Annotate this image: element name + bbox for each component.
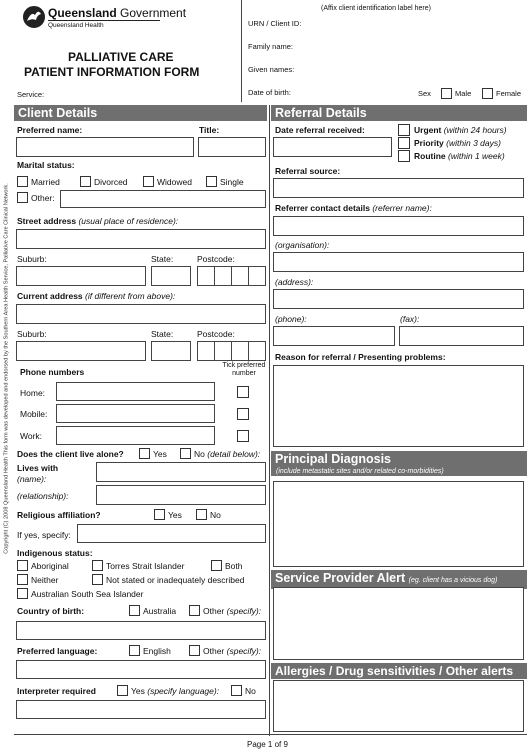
routine-checkbox[interactable] [398,150,410,162]
assi-label: Australian South Sea Islander [31,589,144,599]
single-checkbox[interactable] [206,176,217,187]
not-stated-checkbox[interactable] [92,574,103,585]
single-label: Single [220,177,244,187]
date-received-field[interactable] [273,137,392,157]
religious-label: Religious affiliation? [17,510,101,520]
referral-details-heading: Referral Details [271,105,527,121]
religious-no-checkbox[interactable] [196,509,207,520]
work-phone-field[interactable] [56,426,215,445]
home-preferred-checkbox[interactable] [237,386,249,398]
family-name-label: Family name: [248,42,294,51]
widowed-checkbox[interactable] [143,176,154,187]
address-label: (address): [275,277,314,287]
diagnosis-note: (include metastatic sites and/or related co-morbidities) [271,467,527,476]
other-marital-field[interactable] [60,190,266,208]
tick-preferred-label: Tick preferred number [222,362,266,377]
form-title-1: PALLIATIVE CARE [68,50,174,64]
sex-male-checkbox[interactable] [441,88,452,99]
urn-label: URN / Client ID: [248,19,302,28]
interpreter-no-checkbox[interactable] [231,685,242,696]
lives-with-label: Lives with [17,463,59,473]
live-alone-no-label: No (detail below): [194,449,261,459]
lives-with-name-field[interactable] [96,462,266,482]
not-stated-label: Not stated or inadequately described [106,575,245,585]
indigenous-label: Indigenous status: [17,548,93,558]
organisation-label: (organisation): [275,240,330,250]
assi-checkbox[interactable] [17,588,28,599]
service-label: Service: [17,90,45,99]
side-copyright-text: Copyright (C) 2008 Queensland Health This form was developed and endorsed by the Southern Area Health Service, Palliative Care Clinical Network. [3,183,10,554]
suburb-field-1[interactable] [16,266,146,286]
interpreter-label: Interpreter required [17,686,96,696]
australia-label: Australia [143,606,177,616]
dob-label: Date of birth: [248,88,291,97]
aboriginal-checkbox[interactable] [17,560,28,571]
street-address-label: Street address (usual place of residence): [17,216,179,226]
torres-checkbox[interactable] [92,560,103,571]
other-marital-checkbox[interactable] [17,192,28,203]
other-country-checkbox[interactable] [189,605,200,616]
female-label: Female [496,89,522,98]
home-phone-field[interactable] [56,382,215,401]
married-checkbox[interactable] [17,176,28,187]
religious-yes-checkbox[interactable] [154,509,165,520]
country-field[interactable] [16,621,266,640]
referrer-phone-field[interactable] [273,326,395,346]
urgent-label: Urgent (within 24 hours) [414,125,507,135]
client-details-heading: Client Details [14,105,267,121]
live-alone-label: Does the client live alone? [17,449,124,459]
org-sub: Queensland Health [48,22,104,29]
state-field-1[interactable] [151,266,191,286]
affix-note: (Affix client identification label here) [321,5,431,12]
australia-checkbox[interactable] [129,605,140,616]
live-alone-yes-checkbox[interactable] [139,448,150,459]
referral-source-field[interactable] [273,178,524,198]
given-names-label: Given names: [248,65,295,74]
marital-status-label: Marital status: [17,160,75,170]
reason-field[interactable] [273,365,524,447]
relationship-label: (relationship): [17,491,69,501]
mobile-label: Mobile: [20,409,48,419]
current-address-field[interactable] [16,304,266,324]
suburb-label-1: Suburb: [17,254,47,264]
preferred-language-label: Preferred language: [17,646,98,656]
neither-checkbox[interactable] [17,574,28,585]
other-language-checkbox[interactable] [189,645,200,656]
state-label-2: State: [151,329,174,339]
religious-no-label: No [210,510,221,520]
phone-label: (phone): [275,314,307,324]
divorced-checkbox[interactable] [80,176,91,187]
other-language-label: Other (specify): [203,646,262,656]
current-address-label: Current address (if different from above): [17,291,176,301]
qld-logo-icon [23,6,45,28]
interpreter-field[interactable] [16,700,266,719]
religion-specify-field[interactable] [77,524,266,543]
married-label: Married [31,177,60,187]
work-preferred-checkbox[interactable] [237,430,249,442]
preferred-name-field[interactable] [16,137,194,157]
reason-label: Reason for referral / Presenting problems: [275,352,446,362]
org-name: Queensland Government [48,6,187,20]
preferred-name-label: Preferred name: [17,125,83,135]
address-field[interactable] [273,289,524,309]
page-number: Page 1 of 9 [247,740,288,749]
mobile-phone-field[interactable] [56,404,215,423]
live-alone-yes-label: Yes [153,449,167,459]
allergies-heading: Allergies / Drug sensitivities / Other alerts [271,663,527,679]
suburb-label-2: Suburb: [17,329,47,339]
widowed-label: Widowed [157,177,192,187]
other-country-label: Other (specify): [203,606,262,616]
sex-label: Sex [418,89,431,98]
phone-numbers-label: Phone numbers [20,367,85,377]
both-checkbox[interactable] [211,560,222,571]
interpreter-no-label: No [245,686,256,696]
aboriginal-label: Aboriginal [31,561,69,571]
date-received-label: Date referral received: [275,125,365,135]
routine-label: Routine (within 1 week) [414,151,505,161]
title-field[interactable] [198,137,266,157]
english-label: English [143,646,171,656]
interpreter-yes-checkbox[interactable] [117,685,128,696]
relationship-field[interactable] [96,485,266,505]
diagnosis-field[interactable] [273,481,524,567]
referral-source-label: Referral source: [275,166,341,176]
form-title-2: PATIENT INFORMATION FORM [24,65,200,79]
home-label: Home: [20,388,46,398]
principal-diagnosis-heading: Principal Diagnosis [271,451,527,467]
state-field-2[interactable] [151,341,191,361]
fax-label: (fax): [400,314,420,324]
organisation-field[interactable] [273,252,524,272]
work-label: Work: [20,431,43,441]
english-checkbox[interactable] [129,645,140,656]
live-alone-no-checkbox[interactable] [180,448,191,459]
male-label: Male [455,89,472,98]
urgent-checkbox[interactable] [398,124,410,136]
both-label: Both [225,561,243,571]
country-birth-label: Country of birth: [17,606,85,616]
priority-checkbox[interactable] [398,137,410,149]
state-label-1: State: [151,254,174,264]
interpreter-yes-label: Yes (specify language): [131,686,220,696]
suburb-field-2[interactable] [16,341,146,361]
mobile-preferred-checkbox[interactable] [237,408,249,420]
lives-with-name-label: (name): [17,474,47,484]
religious-yes-label: Yes [168,510,182,520]
torres-label: Torres Strait Islander [106,561,185,571]
postcode-label-2: Postcode: [197,329,235,339]
priority-label: Priority (within 3 days) [414,138,501,148]
title-label: Title: [199,125,220,135]
sex-female-checkbox[interactable] [482,88,493,99]
referrer-contact-label: Referrer contact details (referrer name): [275,203,432,213]
other-marital-label: Other: [31,193,55,203]
neither-label: Neither [31,575,59,585]
service-alert-heading: Service Provider Alert (eg. client has a vicious dog) [271,570,527,589]
street-address-field[interactable] [16,229,266,249]
service-alert-field[interactable] [273,587,524,660]
if-yes-label: If yes, specify: [17,530,71,540]
divorced-label: Divorced [94,177,128,187]
allergies-field[interactable] [273,680,524,732]
language-field[interactable] [16,660,266,679]
referrer-name-field[interactable] [273,216,524,236]
referrer-fax-field[interactable] [399,326,524,346]
postcode-label-1: Postcode: [197,254,235,264]
